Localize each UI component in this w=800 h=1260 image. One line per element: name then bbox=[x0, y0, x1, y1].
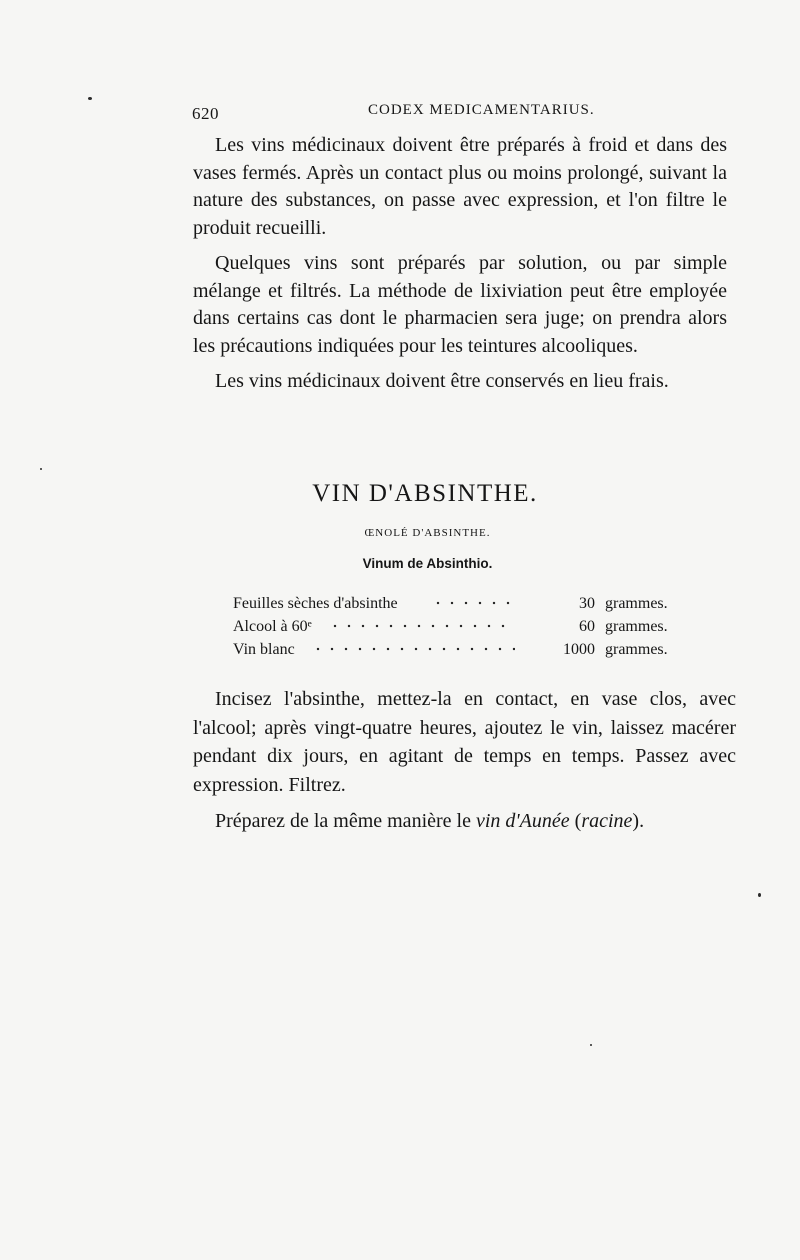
ingredient-unit: grammes. bbox=[605, 641, 668, 658]
ingredient-row bbox=[233, 615, 701, 638]
dot-leader bbox=[311, 647, 515, 651]
intro-paragraph: Les vins médicinaux doivent être préparés à froid et dans des vases fermés. Après un contact plus ou moins prolongé, suivant la nature des substances, on passe avec expression, et l'on filtre le produit recueilli. bbox=[193, 134, 727, 239]
dot-leader bbox=[431, 601, 515, 605]
intro-paragraph: Quelques vins sont préparés par solution, ou par simple mélange et filtrés. La méthode de lixiviation peut être employée dans certains cas dont le pharmacien sera juge; on prendra alors les précautions indiquées pour les teintures alcooliques. bbox=[193, 252, 727, 357]
dot-leader bbox=[328, 624, 515, 628]
ingredient-name: Alcool à 60ᵉ bbox=[233, 618, 312, 635]
ingredient-unit: grammes. bbox=[605, 595, 668, 612]
latin-name: Vinum de Absinthio. bbox=[362, 556, 493, 571]
intro-paragraph: Les vins médicinaux doivent être conservés en lieu frais. bbox=[215, 370, 669, 392]
page-number: 620 bbox=[192, 104, 219, 123]
italic-term: vin d'Aunée bbox=[475, 810, 570, 832]
ingredient-name: Vin blanc bbox=[233, 641, 295, 658]
italic-term: racine bbox=[581, 810, 633, 832]
paper-speck bbox=[40, 468, 42, 470]
paper-speck bbox=[758, 893, 761, 897]
ingredient-name: Feuilles sèches d'absinthe bbox=[233, 595, 398, 612]
paper-speck bbox=[590, 1044, 592, 1046]
ingredient-row bbox=[233, 592, 701, 615]
ingredient-unit: grammes. bbox=[605, 618, 668, 635]
ingredient-row bbox=[233, 638, 701, 661]
ingredient-list bbox=[233, 592, 701, 661]
ingredient-quantity: 60 bbox=[579, 618, 595, 635]
instructions-paragraph bbox=[193, 807, 736, 836]
paragraph-text: ). bbox=[632, 810, 645, 832]
instructions-paragraph: Incisez l'absinthe, mettez-la en contact, en vase clos, avec l'alcool; après vingt-quatre heures, ajoutez le vin, laissez macérer pendant dix jours, en agitant de temps en temps. Passez avec expression. Filtrez. bbox=[193, 688, 736, 796]
instructions-text bbox=[193, 685, 736, 836]
page-header bbox=[178, 100, 723, 124]
paper-speck bbox=[88, 97, 92, 100]
section-subtitle: ŒNOLÉ D'ABSINTHE. bbox=[364, 527, 491, 539]
intro-text bbox=[193, 132, 727, 396]
paragraph-text: ( bbox=[569, 810, 582, 832]
paragraph-text: Préparez de la même manière le bbox=[215, 810, 476, 832]
section-title: VIN D'ABSINTHE. bbox=[312, 480, 538, 507]
running-head: CODEX MEDICAMENTARIUS. bbox=[368, 102, 595, 118]
ingredient-quantity: 1000 bbox=[563, 641, 595, 658]
ingredient-quantity: 30 bbox=[579, 595, 595, 612]
